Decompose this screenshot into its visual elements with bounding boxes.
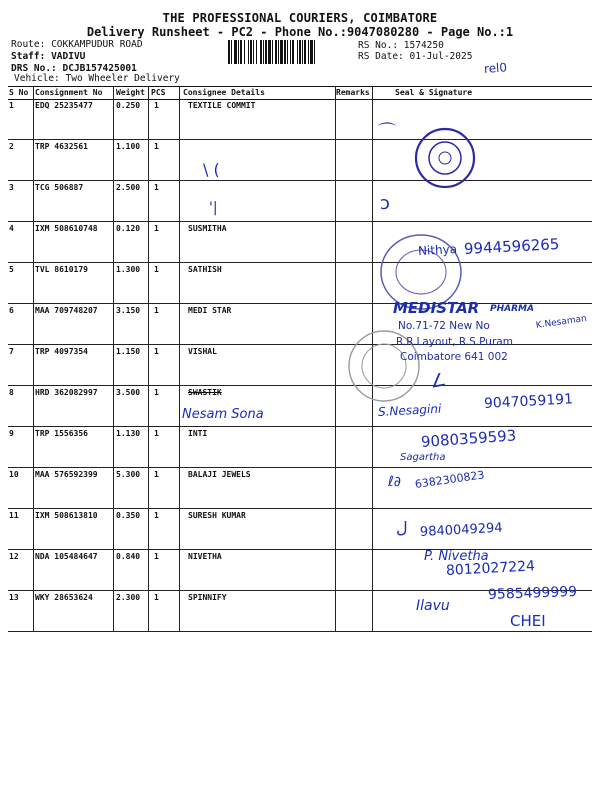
rs-no-value: 1574250 xyxy=(403,40,444,51)
row-weight: 1.300 xyxy=(116,265,141,274)
row-consignment: TRP 4632561 xyxy=(35,142,88,151)
row-consignee: SATHISH xyxy=(188,265,222,274)
vehicle-label: Vehicle: xyxy=(14,73,60,84)
medistar-stamp-suffix: PHARMA xyxy=(490,304,534,314)
handwritten-tick: \ ( xyxy=(203,160,220,179)
row-consignment: NDA 105484647 xyxy=(35,552,98,561)
handwritten-mark: ⌒ xyxy=(378,122,396,143)
col-sno: S No xyxy=(9,88,29,97)
row12-phone: 8012027224 xyxy=(445,558,536,579)
medistar-stamp-line3: Coimbatore 641 002 xyxy=(400,351,508,363)
rs-date-line xyxy=(358,51,472,62)
row-pcs: 1 xyxy=(154,306,159,315)
handwritten-tick: '| xyxy=(209,200,218,216)
route-value: COKKAMPUDUR ROAD xyxy=(51,39,143,50)
row8-signature: S.Nesagini xyxy=(377,401,442,419)
textile-committee-stamp xyxy=(413,126,477,190)
col-pcs: PCS xyxy=(151,88,166,97)
row-sno: 6 xyxy=(9,306,14,315)
table-row xyxy=(8,262,592,304)
row-weight: 1.150 xyxy=(116,347,141,356)
table-row xyxy=(8,98,592,140)
staff-label: Staff: xyxy=(11,51,46,62)
row-consignee: INTI xyxy=(188,429,208,438)
row-consignee: SUSMITHA xyxy=(188,224,227,233)
table-row xyxy=(8,508,592,550)
row-weight: 0.120 xyxy=(116,224,141,233)
row-pcs: 1 xyxy=(154,429,159,438)
row-consignment: IXM 508613810 xyxy=(35,511,98,520)
row-consignment: EDQ 25235477 xyxy=(35,101,93,110)
rs-date-value: 01-Jul-2025 xyxy=(409,51,473,62)
row-weight: 1.100 xyxy=(116,142,141,151)
row-consignment: IXM 508610748 xyxy=(35,224,98,233)
row-sno: 9 xyxy=(9,429,14,438)
row-weight: 2.300 xyxy=(116,593,141,602)
row-pcs: 1 xyxy=(154,101,159,110)
col-consignment: Consignment No xyxy=(35,88,103,97)
row13-phone: 9585499999 xyxy=(487,583,578,603)
handwritten-mark: ↄ xyxy=(380,193,390,214)
rs-date-label: RS Date: xyxy=(358,51,404,62)
drs-label: DRS No.: xyxy=(11,63,57,74)
row-consignee: SURESH KUMAR xyxy=(188,511,246,520)
row7-name: K.Nesaman xyxy=(535,313,588,331)
row-consignment: MAA 576592399 xyxy=(35,470,98,479)
row-consignment: WKY 28653624 xyxy=(35,593,93,602)
row-consignee: TEXTILE COMMIT xyxy=(188,101,256,110)
route-line xyxy=(11,39,143,50)
row12-name: P. Nivetha xyxy=(424,549,489,564)
row10-initial: ℓ∂ xyxy=(388,474,402,490)
row13-name: Ilavu xyxy=(416,598,450,614)
row7-signature: ∠ xyxy=(428,369,448,393)
row-sno: 13 xyxy=(9,593,19,602)
row11-signature: ل xyxy=(396,518,408,537)
table-row xyxy=(8,467,592,509)
row-consignment: TCG 506887 xyxy=(35,183,84,192)
row-sno: 1 xyxy=(9,101,14,110)
vehicle-value: Two Wheeler Delivery xyxy=(65,73,180,84)
row-consignment: HRD 362082997 xyxy=(35,388,98,397)
row-pcs: 1 xyxy=(154,265,159,274)
row9-phone: 9080359593 xyxy=(420,426,517,451)
row-weight: 3.500 xyxy=(116,388,141,397)
row-sno: 3 xyxy=(9,183,14,192)
row9-name: Sagartha xyxy=(400,452,446,463)
row-pcs: 1 xyxy=(154,224,159,233)
row-pcs: 1 xyxy=(154,511,159,520)
row-pcs: 1 xyxy=(154,552,159,561)
drs-value: DCJB157425001 xyxy=(62,63,137,74)
row-consignment: TRP 1556356 xyxy=(35,429,88,438)
row-weight: 3.150 xyxy=(116,306,141,315)
row-sno: 5 xyxy=(9,265,14,274)
row-consignment: MAA 709748207 xyxy=(35,306,98,315)
route-label: Route: xyxy=(11,39,46,50)
medistar-stamp-line2: R.R.Layout, R.S.Puram xyxy=(396,336,513,348)
row4-name: Nithya xyxy=(417,241,458,258)
row-sno: 12 xyxy=(9,552,19,561)
barcode xyxy=(228,40,352,64)
staff-value: VADIVU xyxy=(51,51,86,62)
row-weight: 2.500 xyxy=(116,183,141,192)
row-sno: 8 xyxy=(9,388,14,397)
row-pcs: 1 xyxy=(154,388,159,397)
row13-extra: CHEI xyxy=(510,612,546,630)
row8-name: Nesam Sona xyxy=(182,407,264,422)
table-row xyxy=(8,139,592,181)
row-sno: 11 xyxy=(9,511,19,520)
col-weight: Weight xyxy=(116,88,145,97)
row-sno: 4 xyxy=(9,224,14,233)
col-seal: Seal & Signature xyxy=(395,88,473,97)
row8-phone: 9047059191 xyxy=(483,391,574,412)
row-weight: 0.840 xyxy=(116,552,141,561)
row10-phone: 6382300823 xyxy=(414,468,486,491)
row-weight: 5.300 xyxy=(116,470,141,479)
row-pcs: 1 xyxy=(154,593,159,602)
row-pcs: 1 xyxy=(154,470,159,479)
row-consignee: NIVETHA xyxy=(188,552,222,561)
table-row xyxy=(8,180,592,222)
row-sno: 2 xyxy=(9,142,14,151)
company-title: THE PROFESSIONAL COURIERS, COIMBATORE xyxy=(162,11,438,25)
row-consignee: SWASTIK xyxy=(188,388,222,397)
row-pcs: 1 xyxy=(154,142,159,151)
col-remarks: Remarks xyxy=(336,88,370,97)
staff-line xyxy=(11,51,85,62)
runsheet-subtitle: Delivery Runsheet - PC2 - Phone No.:9047080280 - Page No.:1 xyxy=(86,25,514,39)
row-sno: 10 xyxy=(9,470,19,479)
medistar-stamp-name: MEDISTAR xyxy=(393,299,480,317)
row-consignee: VISHAL xyxy=(188,347,217,356)
rs-no-label: RS No.: xyxy=(358,40,399,51)
rs-no-line xyxy=(358,40,444,51)
row-consignee: BALAJI JEWELS xyxy=(188,470,251,479)
row-weight: 0.250 xyxy=(116,101,141,110)
row11-phone: 9840049294 xyxy=(419,520,503,540)
table-bottom-border xyxy=(8,631,592,632)
row-consignment: TRP 4097354 xyxy=(35,347,88,356)
row-consignee: MEDI STAR xyxy=(188,306,232,315)
medistar-stamp-line1: No.71-72 New No xyxy=(398,320,490,332)
vehicle-line xyxy=(14,73,180,84)
row-consignee: SPINNIFY xyxy=(188,593,227,602)
row-sno: 7 xyxy=(9,347,14,356)
row4-phone: 9944596265 xyxy=(463,235,560,258)
row-pcs: 1 xyxy=(154,347,159,356)
top-handwritten-note: rel0 xyxy=(483,60,508,76)
row-consignment: TVL 8610179 xyxy=(35,265,88,274)
row-weight: 1.130 xyxy=(116,429,141,438)
row-pcs: 1 xyxy=(154,183,159,192)
col-consignee: Consignee Details xyxy=(183,88,265,97)
row-weight: 0.350 xyxy=(116,511,141,520)
